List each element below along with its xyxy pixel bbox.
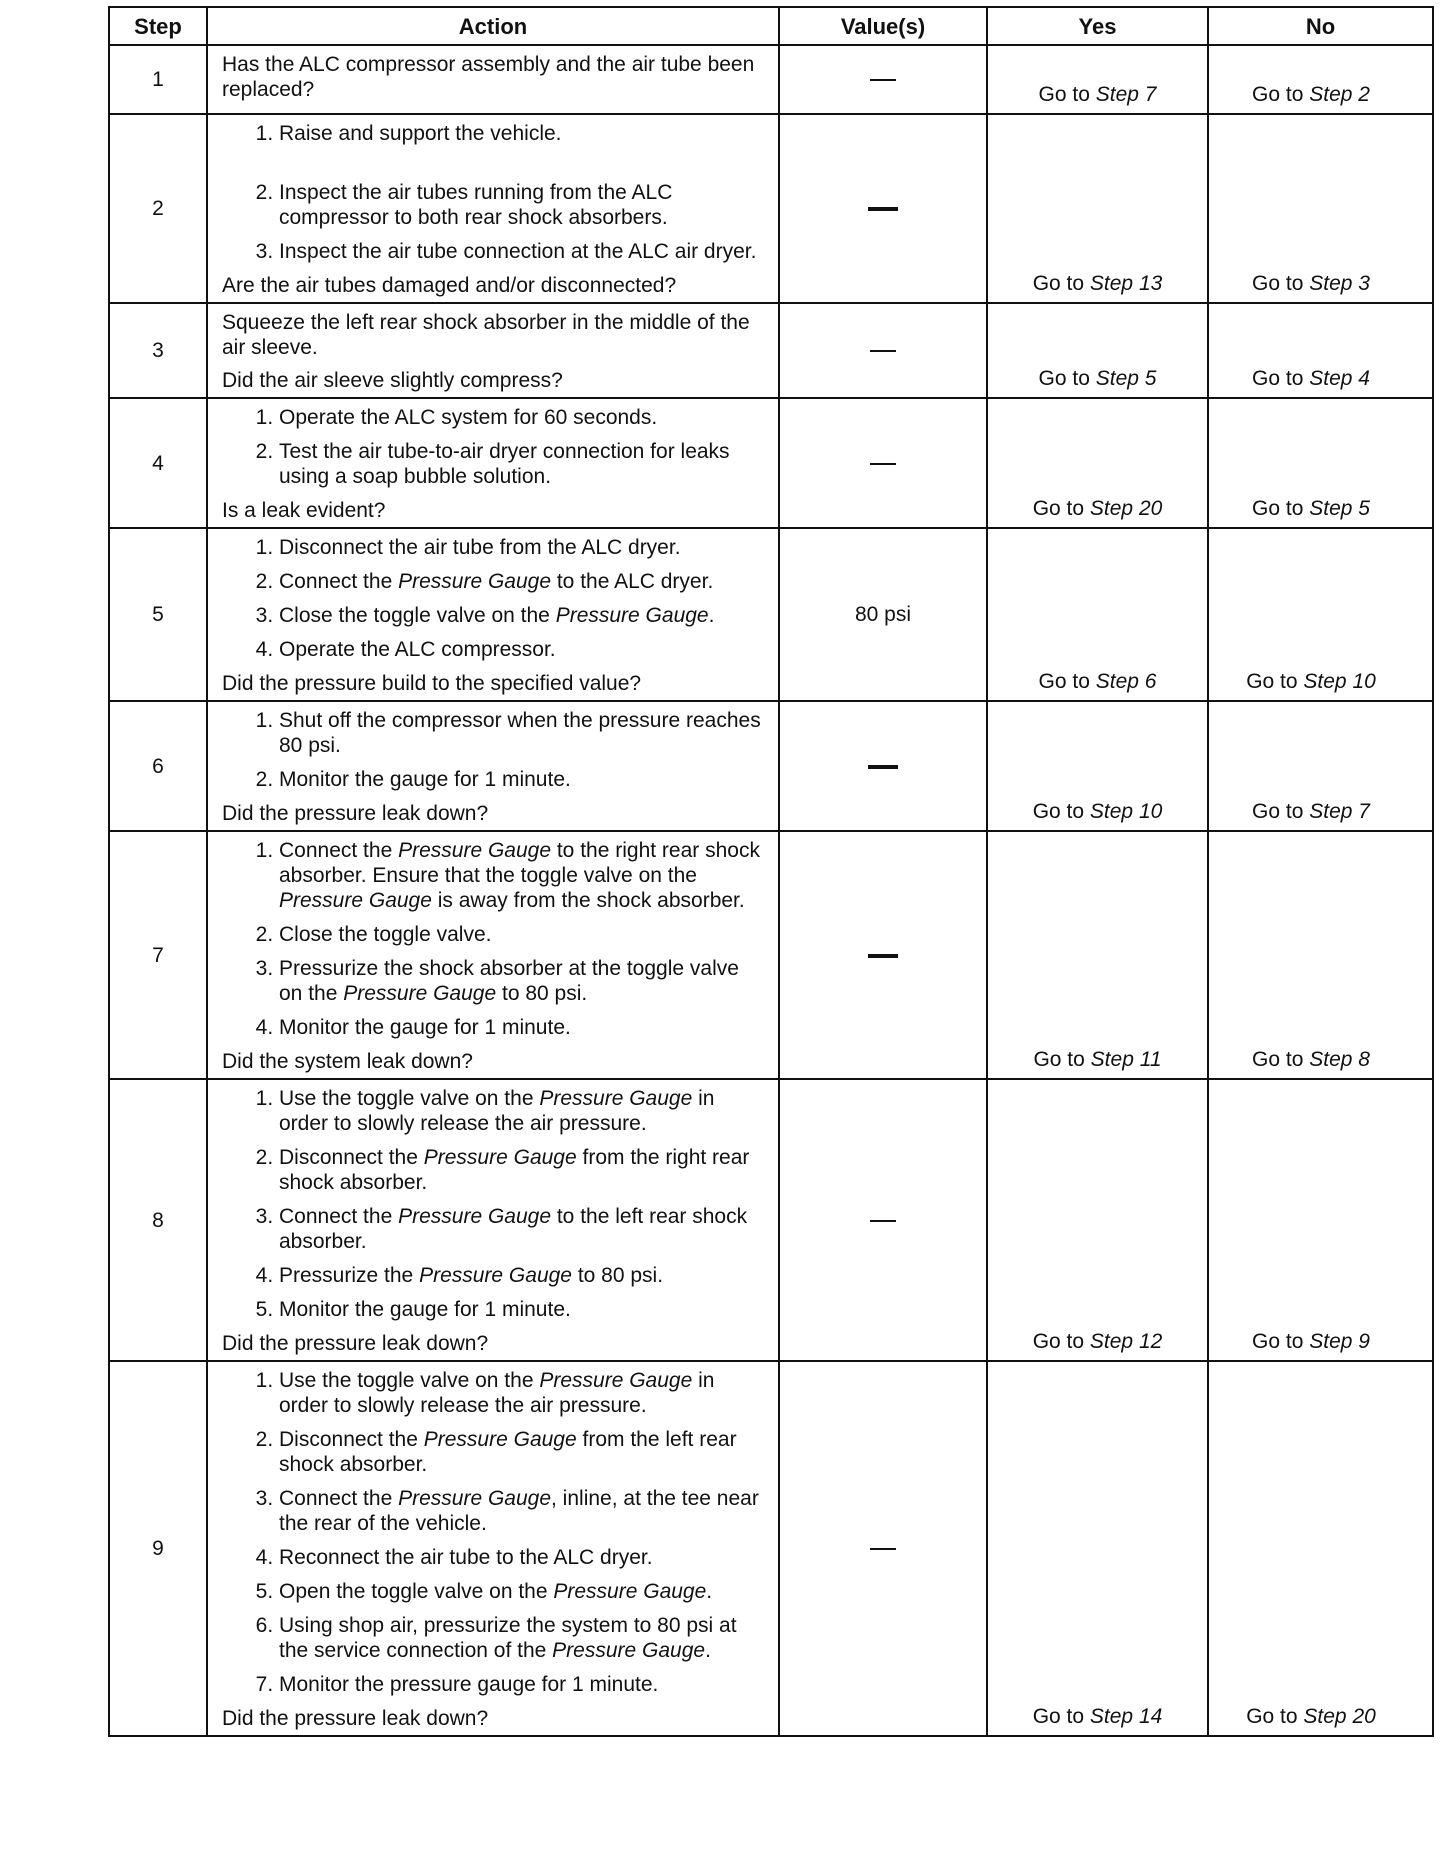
action-item: 4. Pressurize the Pressure Gauge to 80 psi. (279, 1263, 766, 1288)
step-number: 1 (109, 45, 207, 114)
no-cell: Go to Step 4 (1208, 303, 1433, 398)
action-prompt: Squeeze the left rear shock absorber in the middle of the air sleeve. (222, 311, 750, 359)
step-number: 6 (109, 701, 207, 831)
action-item: 1. Shut off the compressor when the pressure reaches 80 psi. (279, 708, 766, 758)
action-item: 1. Operate the ALC system for 60 seconds. (279, 405, 766, 430)
yes-target: 11 (1139, 1048, 1162, 1071)
action-item: 3. Connect the Pressure Gauge, inline, at the tee near the rear of the vehicle. (279, 1486, 766, 1536)
action-cell (207, 528, 779, 701)
action-item: 6. Using shop air, pressurize the system to 80 psi at the service connection of the Pressure Gauge. (279, 1613, 766, 1663)
table-row (109, 303, 1433, 398)
action-item: 4. Operate the ALC compressor. (279, 637, 766, 662)
yes-cell: Go to Step 20 (987, 398, 1208, 528)
value-cell (779, 398, 987, 528)
action-item: 2. Monitor the gauge for 1 minute. (279, 767, 766, 792)
yes-cell: Go to Step 14 (987, 1361, 1208, 1736)
no-cell: Go to Step 7 (1208, 701, 1433, 831)
table-row (109, 114, 1433, 303)
yes-target: 12 (1138, 1330, 1163, 1353)
action-cell (207, 45, 779, 114)
table-row (109, 528, 1433, 701)
value-cell (779, 114, 987, 303)
action-item: 4. Reconnect the air tube to the ALC dryer. (279, 1545, 766, 1570)
action-item: 1. Raise and support the vehicle. (279, 121, 766, 146)
action-question: Did the pressure build to the specified value? (222, 672, 642, 695)
yes-cell: Go to Step 10 (987, 701, 1208, 831)
no-cell: Go to Step 8 (1208, 831, 1433, 1079)
action-item: 1. Connect the Pressure Gauge to the right rear shock absorber. Ensure that the toggle valve on the Pressure Gauge is away from the shock absorber. (279, 838, 766, 913)
action-item: 5. Open the toggle valve on the Pressure Gauge. (279, 1579, 766, 1604)
table-row (109, 45, 1433, 114)
value-cell: 80 psi (779, 528, 987, 701)
action-item: 3. Close the toggle valve on the Pressure Gauge. (279, 603, 766, 628)
action-question: Did the pressure leak down? (222, 1707, 489, 1730)
no-cell: Go to Step 9 (1208, 1079, 1433, 1361)
action-item: 7. Monitor the pressure gauge for 1 minute. (279, 1672, 766, 1697)
value-cell (779, 1079, 987, 1361)
no-cell: Go to Step 20 (1208, 1361, 1433, 1736)
table-row (109, 831, 1433, 1079)
no-target: 7 (1358, 800, 1370, 823)
yes-target: 6 (1144, 670, 1157, 693)
action-question: Did the pressure leak down? (222, 802, 489, 825)
yes-cell: Go to Step 12 (987, 1079, 1208, 1361)
no-cell: Go to Step 2 (1208, 45, 1433, 114)
step-number: 9 (109, 1361, 207, 1736)
action-cell (207, 1361, 779, 1736)
yes-target: 7 (1144, 83, 1157, 106)
action-question: Did the system leak down? (222, 1050, 473, 1073)
table-header-row (109, 7, 1433, 45)
value-dash (868, 954, 898, 958)
action-item: 1. Use the toggle valve on the Pressure Gauge in order to slowly release the air pressure. (279, 1368, 766, 1418)
action-item: 4. Monitor the gauge for 1 minute. (279, 1015, 766, 1040)
action-question: Is a leak evident? (222, 499, 386, 522)
no-target: 9 (1358, 1330, 1370, 1353)
table-row (109, 701, 1433, 831)
yes-cell: Go to Step 13 (987, 114, 1208, 303)
yes-target: 14 (1138, 1705, 1163, 1728)
step-number: 4 (109, 398, 207, 528)
yes-cell: Go to Step 5 (987, 303, 1208, 398)
yes-cell: Go to Step 11 (987, 831, 1208, 1079)
value-cell (779, 45, 987, 114)
step-number: 2 (109, 114, 207, 303)
action-item: 1. Use the toggle valve on the Pressure Gauge in order to slowly release the air pressure. (279, 1086, 766, 1136)
action-cell (207, 831, 779, 1079)
no-cell: Go to Step 3 (1208, 114, 1433, 303)
value-cell (779, 1361, 987, 1736)
no-cell: Go to Step 10 (1208, 528, 1433, 701)
yes-target: 13 (1138, 272, 1163, 295)
no-target: 8 (1358, 1048, 1370, 1071)
header-action: Action (207, 7, 779, 45)
header-no: No (1208, 7, 1433, 45)
action-item: 2. Inspect the air tubes running from the ALC compressor to both rear shock absorbers. (279, 180, 766, 230)
value-cell (779, 303, 987, 398)
action-item: 2. Disconnect the Pressure Gauge from the right rear shock absorber. (279, 1145, 766, 1195)
action-item: 1. Disconnect the air tube from the ALC dryer. (279, 535, 766, 560)
no-target: 3 (1358, 272, 1370, 295)
action-item: 3. Inspect the air tube connection at the ALC air dryer. (279, 239, 766, 264)
value-dash (870, 463, 896, 465)
action-cell (207, 1079, 779, 1361)
yes-target: 10 (1138, 800, 1163, 823)
value-dash (870, 1220, 896, 1222)
table-row (109, 1079, 1433, 1361)
header-step: Step (109, 7, 207, 45)
yes-target: 20 (1138, 497, 1163, 520)
yes-target: 5 (1144, 367, 1157, 390)
no-target: 10 (1352, 670, 1376, 693)
action-item: 2. Test the air tube-to-air dryer connection for leaks using a soap bubble solution. (279, 439, 766, 489)
action-question: Did the pressure leak down? (222, 1332, 489, 1355)
no-target: 5 (1358, 497, 1370, 520)
no-target: 2 (1358, 83, 1370, 106)
action-cell (207, 701, 779, 831)
no-target: 4 (1358, 367, 1370, 390)
value-dash (868, 207, 898, 211)
action-item: 5. Monitor the gauge for 1 minute. (279, 1297, 766, 1322)
yes-cell: Go to Step 6 (987, 528, 1208, 701)
action-item: 3. Connect the Pressure Gauge to the left rear shock absorber. (279, 1204, 766, 1254)
value-dash (870, 1548, 896, 1550)
action-item: 3. Pressurize the shock absorber at the toggle valve on the Pressure Gauge to 80 psi. (279, 956, 766, 1006)
value-cell (779, 831, 987, 1079)
value-dash (870, 79, 896, 81)
header-values: Value(s) (779, 7, 987, 45)
value-dash (870, 350, 896, 352)
action-item: 2. Disconnect the Pressure Gauge from the left rear shock absorber. (279, 1427, 766, 1477)
step-number: 5 (109, 528, 207, 701)
step-number: 3 (109, 303, 207, 398)
value-dash (868, 765, 898, 769)
action-cell (207, 114, 779, 303)
action-question: Are the air tubes damaged and/or disconnected? (222, 274, 677, 297)
action-prompt: Has the ALC compressor assembly and the air tube been replaced? (222, 53, 755, 101)
table-row (109, 398, 1433, 528)
header-yes: Yes (987, 7, 1208, 45)
no-target: 20 (1352, 1705, 1376, 1728)
no-cell: Go to Step 5 (1208, 398, 1433, 528)
action-question: Did the air sleeve slightly compress? (222, 369, 563, 392)
action-item: 2. Close the toggle valve. (279, 922, 766, 947)
step-number: 8 (109, 1079, 207, 1361)
value-cell (779, 701, 987, 831)
step-number: 7 (109, 831, 207, 1079)
action-cell (207, 303, 779, 398)
table-row (109, 1361, 1433, 1736)
yes-cell: Go to Step 7 (987, 45, 1208, 114)
action-item: 2. Connect the Pressure Gauge to the ALC dryer. (279, 569, 766, 594)
action-cell (207, 398, 779, 528)
diagnostic-table (108, 6, 1434, 1737)
